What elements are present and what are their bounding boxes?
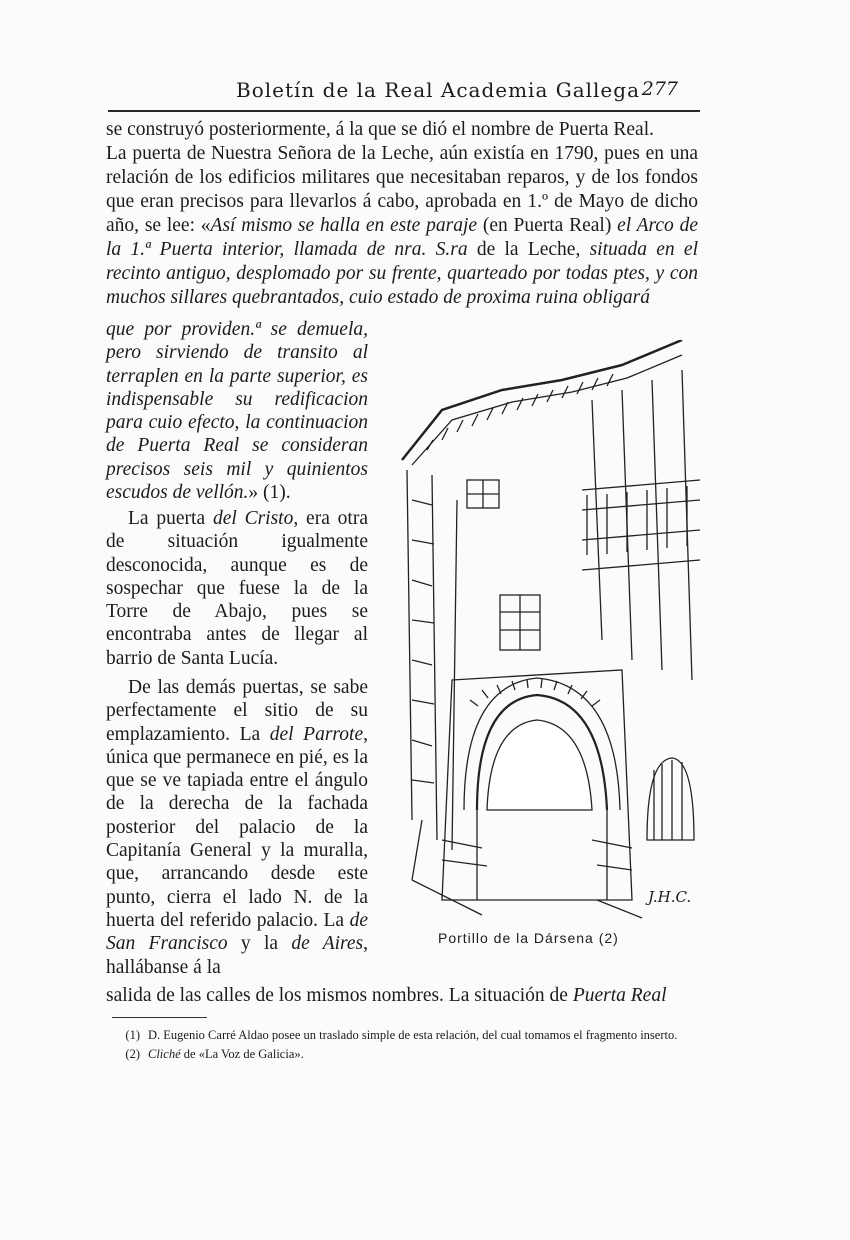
text-run: y la	[227, 933, 292, 955]
footnote-divider	[112, 1017, 207, 1018]
artist-signature: J.H.C.	[648, 888, 692, 906]
page-number: 277	[641, 78, 678, 100]
paragraph-2	[106, 142, 698, 310]
italic-text: de San Francisco	[106, 909, 368, 955]
figure-caption: Portillo de la Dársena (2)	[438, 930, 619, 946]
quoted-text: Así mismo se halla en este paraje	[210, 215, 478, 236]
text-run: De las demás puertas, se sabe perfectamente el sitio de su emplazamiento. La	[106, 677, 368, 745]
paragraph-1	[106, 118, 698, 142]
italic-text: del Parrote	[269, 723, 364, 745]
illustration-portillo	[382, 340, 700, 920]
text-run: se construyó posteriormente, á la que se dió el nombre de Puerta Real.	[106, 119, 654, 140]
paragraph-3	[106, 507, 368, 670]
italic-text: del Cristo	[212, 508, 294, 529]
italic-text: Puerta Real	[572, 985, 667, 1006]
italic-text: de Aires	[291, 933, 364, 955]
text-run: de la Leche,	[467, 239, 590, 260]
footnote-2	[106, 1045, 706, 1064]
quoted-text: el Arco de la 1.ª Puerta interior, llamada de nra. S.ra	[106, 215, 698, 260]
quoted-text: que por providen.ª se demuela, pero sirviendo de transito al terraplen en la parte superior, es indispensable su redificacion para cuio efecto, la continuacion de Puerta Real se consideran precisos seis mil y quinientos escudos de vellón.	[106, 319, 368, 504]
text-run: La puerta	[128, 508, 213, 529]
footnote-text: de «La Voz de Galicia».	[180, 1047, 304, 1061]
paragraph-2-continued	[106, 318, 368, 504]
footnote-1	[106, 1026, 706, 1045]
text-run: salida de las calles de los mismos nombres. La situación de	[106, 985, 573, 1006]
running-header	[108, 76, 700, 112]
footnote-number: (2)	[125, 1047, 140, 1061]
text-run: , hallábanse á la	[106, 933, 369, 978]
portillo-drawing	[382, 340, 700, 920]
footnote-number: (1)	[125, 1028, 140, 1042]
quoted-text: situada en el recinto antiguo, desplomado por su frente, quarteado por todas ptes, y con muchos sillares quebrantados, cuio estado de proxima ruina obligará	[106, 239, 698, 308]
footnote-italic: Cliché	[148, 1047, 181, 1061]
text-run: » (1).	[248, 482, 291, 504]
text-run: La puerta de Nuestra Señora de la Leche, aún existía en 1790, pues en una relación de los edificios militares que necesitaban reparos, y de los fondos que eran precisos para llevarlos á cabo, aprobada en 1.º de Mayo de dicho año, se lee: «	[106, 143, 698, 236]
paragraph-4-last-line	[106, 985, 706, 1007]
text-run: (en Puerta Real)	[477, 215, 618, 236]
footnotes	[106, 1026, 706, 1064]
text-run: , era otra de situación igualmente desconocida, aunque es de sospechar que fuese la de la Torre de Abajo, pues se encontraba antes de llegar al barrio de Santa Lucía.	[106, 508, 368, 669]
text-run: , única que permanece en pié, es la que se ve tapiada entre el ángulo de la derecha de la fachada posterior del palacio de la Capitanía General y la muralla, que, arrancando desde este punto, cierra el lado N. de la huerta del referido palacio. La	[106, 723, 369, 931]
paragraph-4	[106, 676, 368, 979]
journal-title: Boletín de la Real Academia Gallega	[236, 78, 640, 102]
footnote-text: D. Eugenio Carré Aldao posee un traslado simple de esta relación, del cual tomamos el fragmento inserto.	[148, 1028, 678, 1042]
